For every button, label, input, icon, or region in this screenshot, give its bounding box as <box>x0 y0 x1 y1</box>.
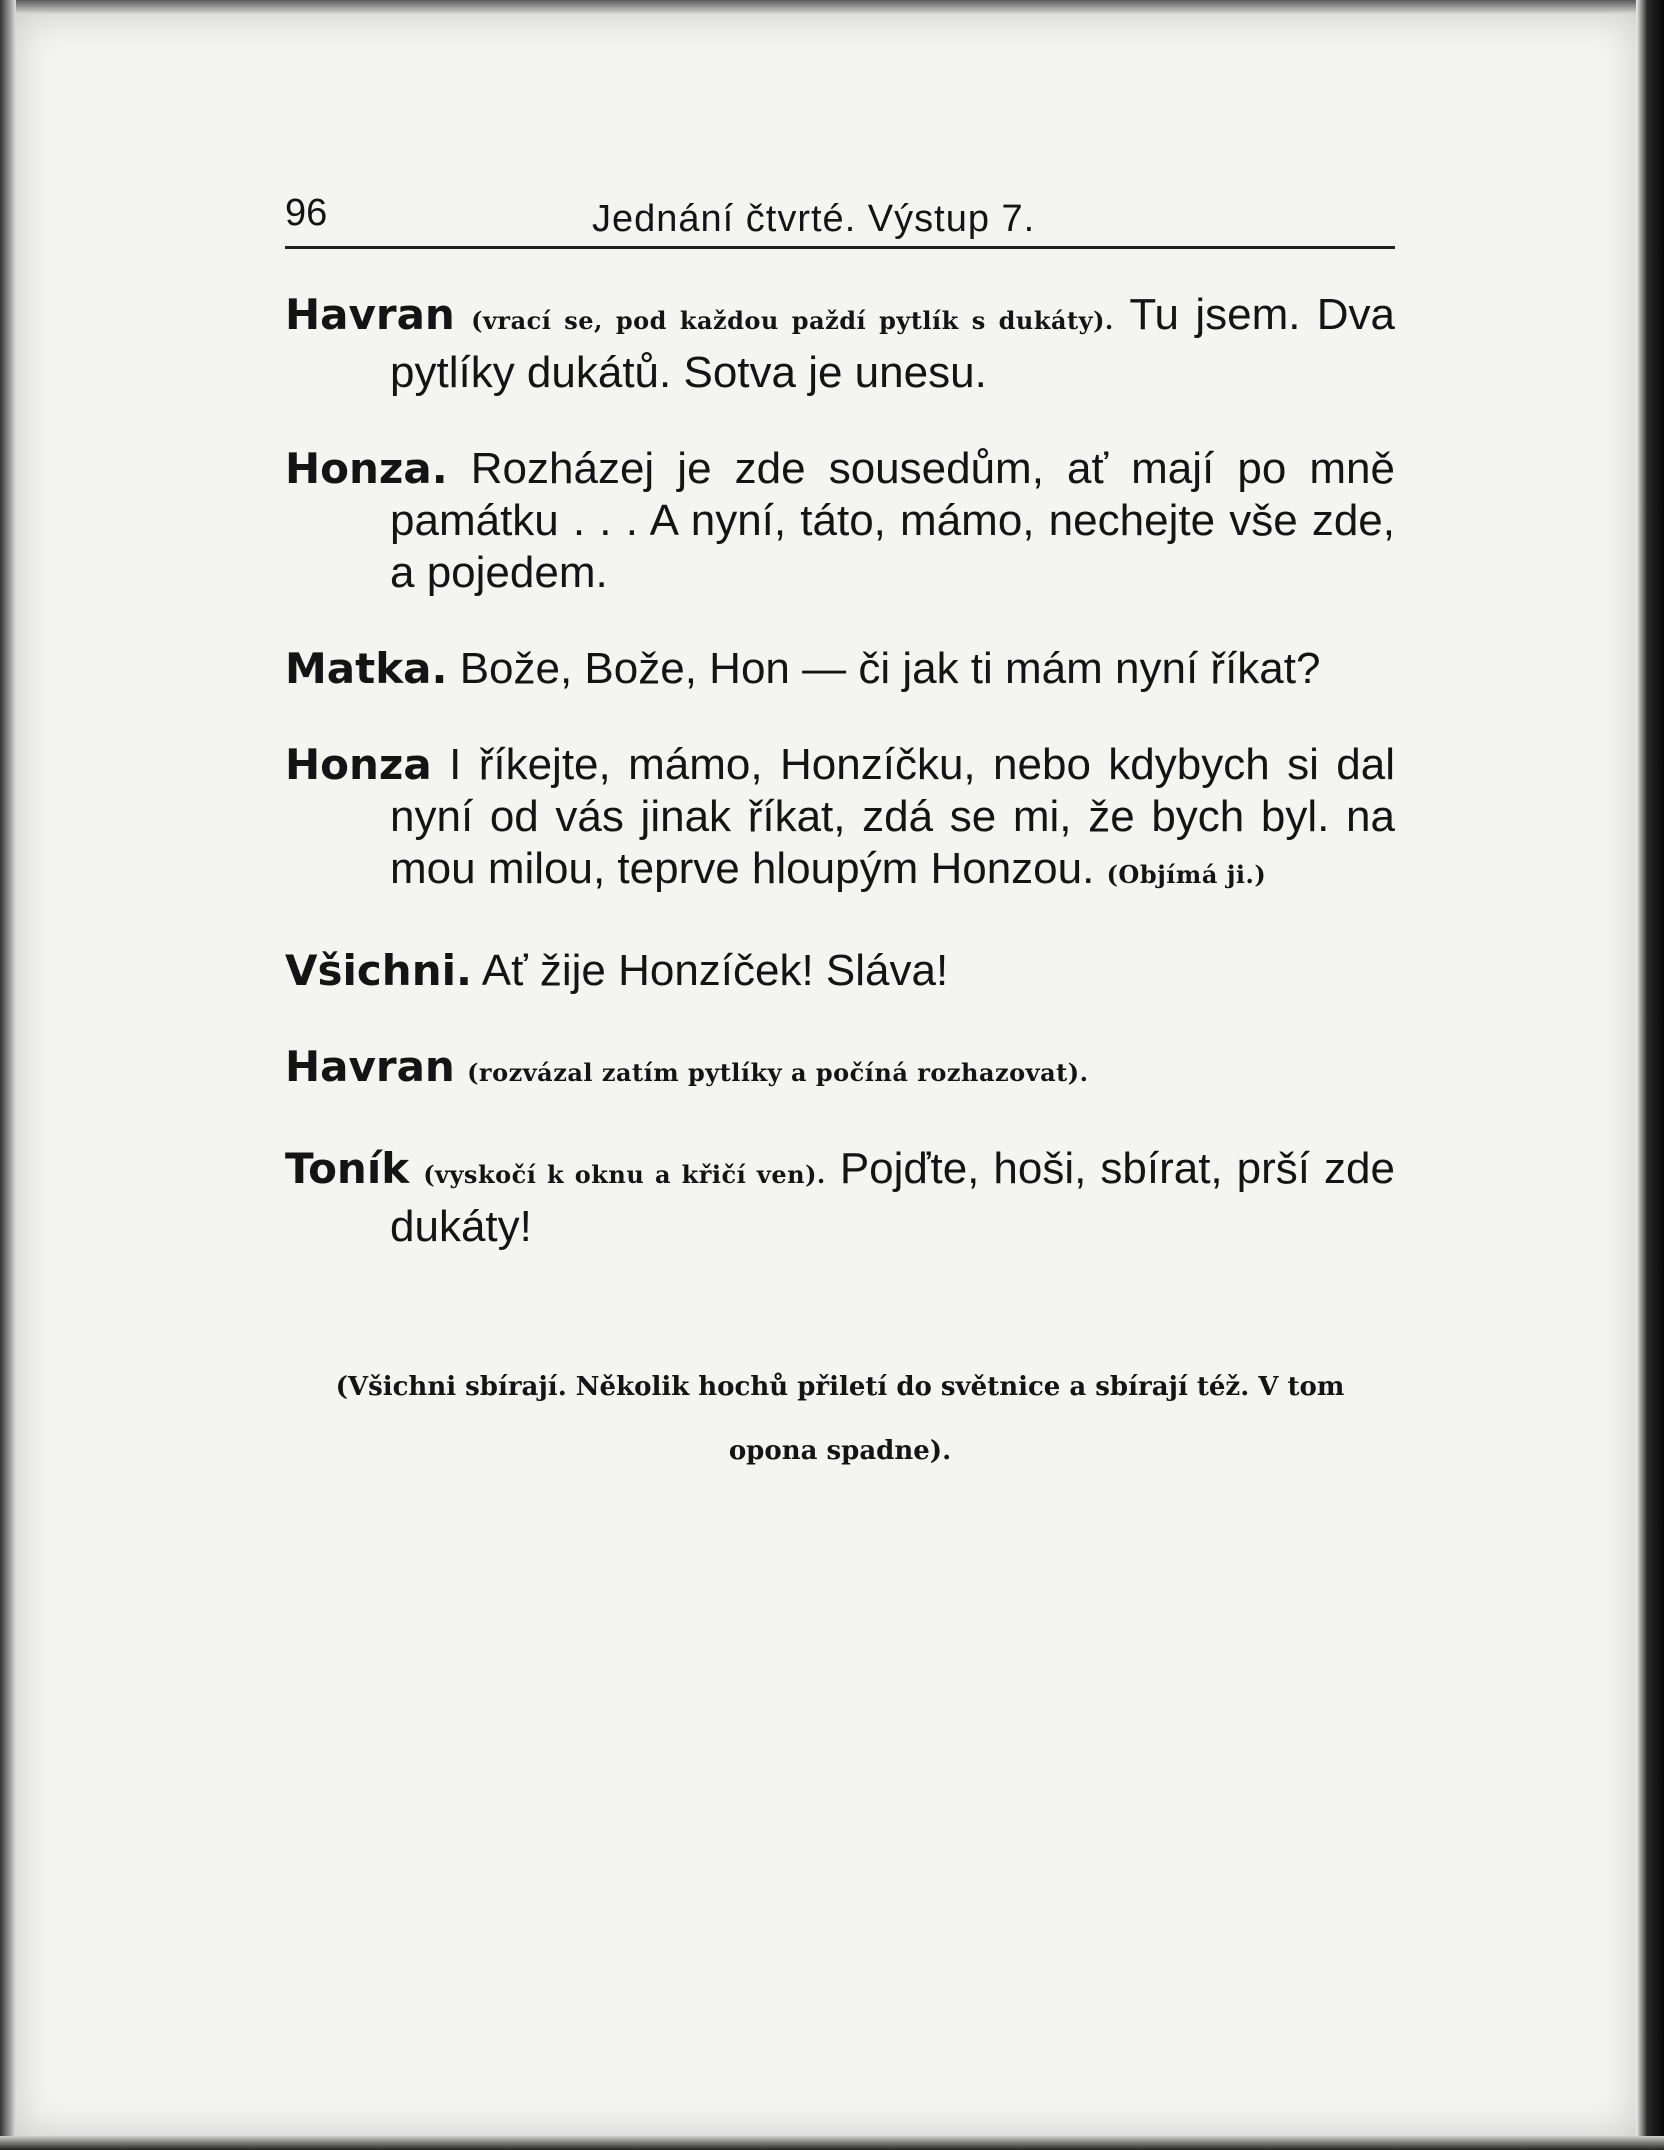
speaker-name: Honza. <box>285 444 448 493</box>
page-number: 96 <box>285 192 328 234</box>
speaker-name: Havran <box>285 290 455 339</box>
speech-vsichni <box>285 945 1395 997</box>
speech-text: Pojďte, hoši, sbírat, prší zde dukáty! <box>390 1144 1395 1251</box>
speaker-name: Všichni. <box>285 946 472 995</box>
page-content <box>285 190 1395 1483</box>
speech-text: Tu jsem. Dva pytlíky dukátů. Sotva je unesu. <box>390 290 1395 397</box>
stage-direction-inline: (vrací se, pod každou paždí pytlík s dukáty). <box>471 306 1114 335</box>
speech-text: I říkejte, mámo, Honzíčku, nebo kdybych si dal nyní od vás jinak říkat, zdá se mi, že bych byl. na mou milou, teprve hloupým Honzou. <box>390 740 1395 893</box>
speech-text: Ať žije Honzíček! Sláva! <box>481 946 949 995</box>
speaker-name: Matka. <box>285 644 448 693</box>
speaker-name: Toník <box>285 1144 410 1193</box>
dialogue <box>285 289 1395 1253</box>
stage-direction-inline: (rozvázal zatím pytlíky a počíná rozhazovat). <box>467 1058 1089 1087</box>
speaker-name: Havran <box>285 1042 455 1091</box>
scan-edge-top <box>0 0 1664 14</box>
stage-direction-line: (Všichni sbírají. Několik hochů přiletí do světnice a sbírají též. V tom <box>335 1372 1345 1402</box>
stage-direction-inline: (Objímá ji.) <box>1106 860 1267 889</box>
speech-text: Rozházej je zde sousedům, ať mají po mně památku . . . A nyní, táto, mámo, nechejte vše zde, a pojedem. <box>390 444 1395 597</box>
scan-edge-bottom <box>0 2136 1664 2150</box>
speech-matka <box>285 643 1395 695</box>
speech-text: Bože, Bože, Hon — či jak ti mám nyní říkat? <box>459 644 1321 693</box>
page-header <box>285 190 1395 249</box>
running-head: Jednání čtvrté. Výstup 7. <box>592 198 1036 240</box>
speech-tonik <box>285 1143 1395 1253</box>
closing-stage-direction <box>285 1355 1395 1483</box>
speaker-name: Honza <box>285 740 432 789</box>
scan-edge-left <box>0 0 16 2150</box>
speech-honza-1 <box>285 443 1395 599</box>
stage-direction-line: opona spadne). <box>728 1436 952 1466</box>
speech-honza-2 <box>285 739 1395 901</box>
stage-direction-inline: (vyskočí k oknu a křičí ven). <box>423 1160 826 1189</box>
speech-havran-1 <box>285 289 1395 399</box>
speech-havran-2 <box>285 1041 1395 1099</box>
scan-edge-right <box>1636 0 1664 2150</box>
